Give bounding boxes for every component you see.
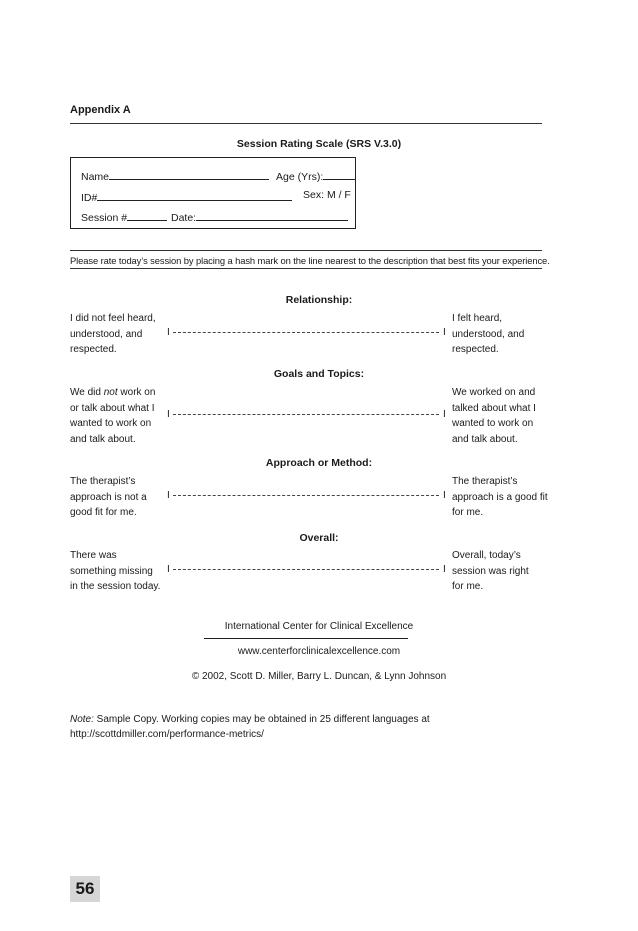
scale-line[interactable] [173, 414, 439, 415]
desc-suffix: work on [117, 387, 156, 398]
header-rule [70, 123, 542, 124]
scale-start-mark: I [167, 564, 170, 575]
approach-scale[interactable] [167, 490, 445, 501]
date-row [171, 209, 348, 224]
desc-line: wanted to work on [70, 418, 152, 429]
footer-rule [204, 638, 408, 639]
section-heading-approach: Approach or Method: [265, 457, 373, 469]
scale-end-mark: I [443, 327, 446, 338]
name-label: Name [81, 171, 110, 183]
note [70, 712, 540, 742]
approach-left-desc [70, 474, 170, 521]
note-text: Sample Copy. Working copies may be obtained in 25 different languages at [93, 714, 430, 725]
scale-start-mark: I [167, 409, 170, 420]
desc-line: I did not feel heard, [70, 313, 156, 324]
desc-line: The therapist’s [70, 476, 136, 487]
desc-line: in the session today. [70, 581, 161, 592]
section-heading-relationship: Relationship: [285, 294, 353, 306]
scale-start-mark: I [167, 490, 170, 501]
appendix-title: Appendix A [70, 104, 131, 116]
desc-line: Overall, today’s [452, 550, 521, 561]
desc-prefix: We did [70, 387, 104, 398]
goals-left-desc [70, 385, 170, 447]
sex-row [303, 189, 351, 201]
organization-url[interactable]: www.centerforclinicalexcellence.com [237, 646, 401, 657]
scale-end-mark: I [443, 564, 446, 575]
note-label: Note: [70, 714, 94, 725]
desc-line: understood, and [452, 328, 525, 340]
desc-line: respected. [70, 344, 117, 355]
section-heading-overall: Overall: [299, 532, 339, 544]
desc-line: wanted to work on [452, 418, 534, 429]
desc-line: and talk about. [70, 433, 136, 445]
scale-end-mark: I [443, 490, 446, 501]
desc-line: respected. [452, 344, 499, 355]
overall-scale[interactable] [167, 564, 445, 575]
age-field[interactable] [323, 168, 355, 180]
sex-label: Sex: [303, 189, 325, 201]
desc-line: something missing [70, 565, 153, 577]
age-row [276, 168, 355, 183]
session-field[interactable] [127, 209, 167, 221]
copyright: © 2002, Scott D. Miller, Barry L. Duncan, & Lynn Johnson [191, 671, 447, 682]
scale-line[interactable] [173, 569, 439, 570]
desc-line: There was [70, 550, 117, 561]
date-label: Date: [171, 212, 197, 224]
session-row [81, 209, 167, 224]
overall-right-desc [452, 548, 552, 595]
sex-options[interactable]: M / F [326, 189, 351, 201]
desc-line: approach is not a [70, 491, 147, 503]
id-row [81, 189, 292, 204]
approach-right-desc [452, 474, 552, 521]
desc-line: session was right [452, 565, 529, 577]
desc-emphasis: not [103, 387, 118, 398]
session-label: Session # [81, 212, 128, 224]
desc-line: talked about what I [452, 402, 536, 414]
goals-scale[interactable] [167, 409, 445, 420]
desc-line: for me. [452, 581, 484, 592]
id-field[interactable] [97, 189, 292, 201]
desc-line: good fit for me. [70, 507, 137, 518]
name-row [81, 168, 269, 183]
desc-line [70, 385, 170, 401]
desc-line: approach is a good fit [452, 491, 548, 503]
id-label: ID# [81, 192, 98, 204]
note-link[interactable]: http://scottdmiller.com/performance-metrics/ [70, 729, 264, 740]
scale-line[interactable] [173, 332, 439, 333]
overall-left-desc [70, 548, 170, 595]
desc-line: The therapist’s [452, 476, 518, 487]
scale-line[interactable] [173, 495, 439, 496]
desc-line: or talk about what I [70, 402, 155, 414]
date-field[interactable] [196, 209, 348, 221]
relationship-right-desc [452, 311, 552, 358]
instructions: Please rate today’s session by placing a hash mark on the line nearest to the description that best fits your experience. [70, 255, 550, 266]
form-title: Session Rating Scale (SRS V.3.0) [236, 138, 402, 150]
desc-line: understood, and [70, 328, 143, 340]
age-label: Age (Yrs): [276, 171, 324, 183]
relationship-left-desc [70, 311, 170, 358]
client-info-box [70, 157, 356, 229]
instructions-rule-top [70, 250, 542, 251]
goals-right-desc [452, 385, 552, 447]
desc-line: We worked on and [452, 387, 536, 398]
desc-line: I felt heard, [452, 313, 503, 324]
name-field[interactable] [109, 168, 269, 180]
desc-line: and talk about. [452, 433, 518, 445]
instructions-rule-bottom [70, 268, 542, 269]
page-number: 56 [70, 876, 100, 902]
scale-end-mark: I [443, 409, 446, 420]
desc-line: for me. [452, 507, 484, 518]
relationship-scale[interactable] [167, 327, 445, 338]
organization-name: International Center for Clinical Excellence [224, 621, 414, 632]
section-heading-goals: Goals and Topics: [273, 368, 365, 380]
scale-start-mark: I [167, 327, 170, 338]
